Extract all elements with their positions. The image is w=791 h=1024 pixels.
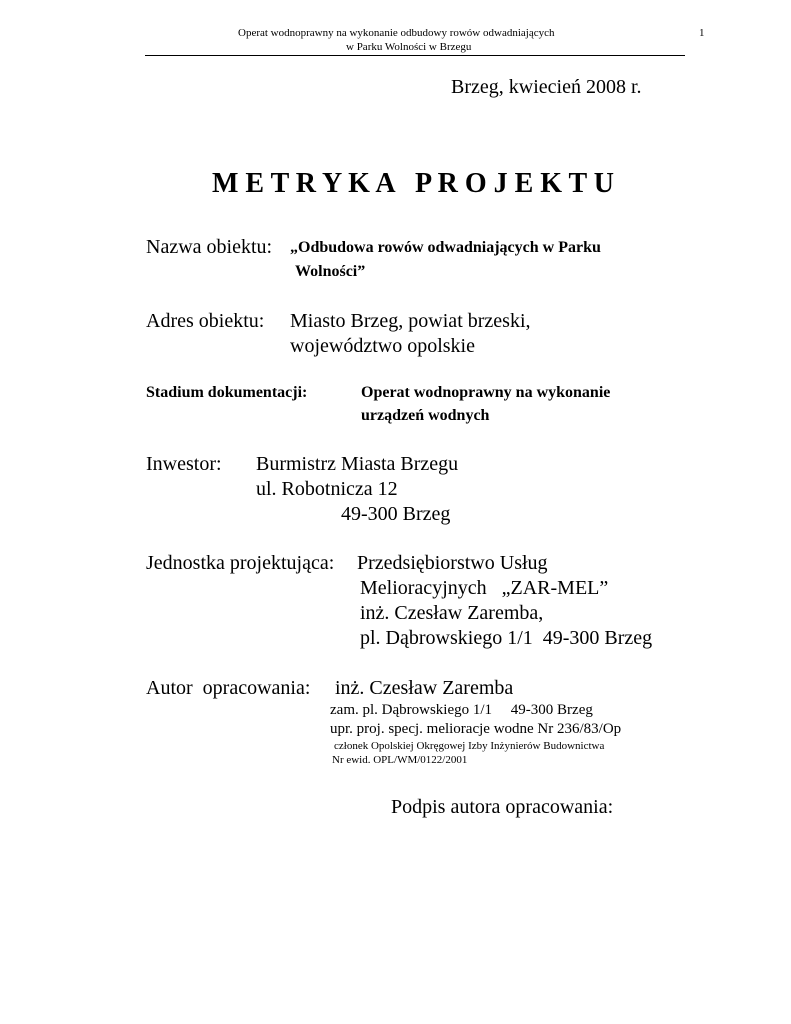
- stage-label: Stadium dokumentacji:: [146, 384, 308, 401]
- investor-label: Inwestor:: [146, 453, 222, 475]
- object-address-label: Adres obiektu:: [146, 310, 265, 332]
- design-unit-line-3: inż. Czesław Zaremba,: [360, 602, 544, 624]
- design-unit-label: Jednostka projektująca:: [146, 552, 335, 574]
- object-address-line-1: Miasto Brzeg, powiat brzeski,: [290, 310, 531, 332]
- object-name-label: Nazwa obiektu:: [146, 236, 273, 258]
- header-line-1: Operat wodnoprawny na wykonanie odbudowy rowów odwadniających: [238, 27, 555, 39]
- header-rule: [145, 55, 685, 56]
- author-address: zam. pl. Dąbrowskiego 1/1 49-300 Brzeg: [330, 702, 593, 718]
- investor-line-3: 49-300 Brzeg: [341, 503, 451, 525]
- stage-line-2: urządzeń wodnych: [361, 407, 490, 424]
- page-number: 1: [699, 27, 705, 39]
- stage-line-1: Operat wodnoprawny na wykonanie: [361, 384, 611, 401]
- author-qualification: upr. proj. specj. melioracje wodne Nr 236/83/Op: [330, 721, 622, 737]
- design-unit-line-2: Melioracyjnych „ZAR-MEL”: [360, 577, 609, 599]
- place-date: Brzeg, kwiecień 2008 r.: [451, 76, 642, 98]
- author-membership: członek Opolskiej Okręgowej Izby Inżynierów Budownictwa: [334, 740, 605, 752]
- author-reg-number: Nr ewid. OPL/WM/0122/2001: [332, 754, 468, 766]
- header-line-2: w Parku Wolności w Brzegu: [346, 41, 472, 53]
- investor-line-2: ul. Robotnicza 12: [256, 478, 398, 500]
- design-unit-line-1: Przedsiębiorstwo Usług: [357, 552, 548, 574]
- signature-label: Podpis autora opracowania:: [391, 796, 614, 818]
- object-name-line-2: Wolności”: [295, 263, 366, 280]
- page-title: M E T R Y K A P R O J E K T U: [212, 168, 614, 199]
- author-label: Autor opracowania:: [146, 677, 311, 699]
- investor-line-1: Burmistrz Miasta Brzegu: [256, 453, 459, 475]
- object-name-line-1: „Odbudowa rowów odwadniających w Parku: [290, 239, 601, 256]
- object-address-line-2: województwo opolskie: [290, 335, 475, 357]
- design-unit-line-4: pl. Dąbrowskiego 1/1 49-300 Brzeg: [360, 627, 653, 649]
- author-name: inż. Czesław Zaremba: [335, 677, 514, 699]
